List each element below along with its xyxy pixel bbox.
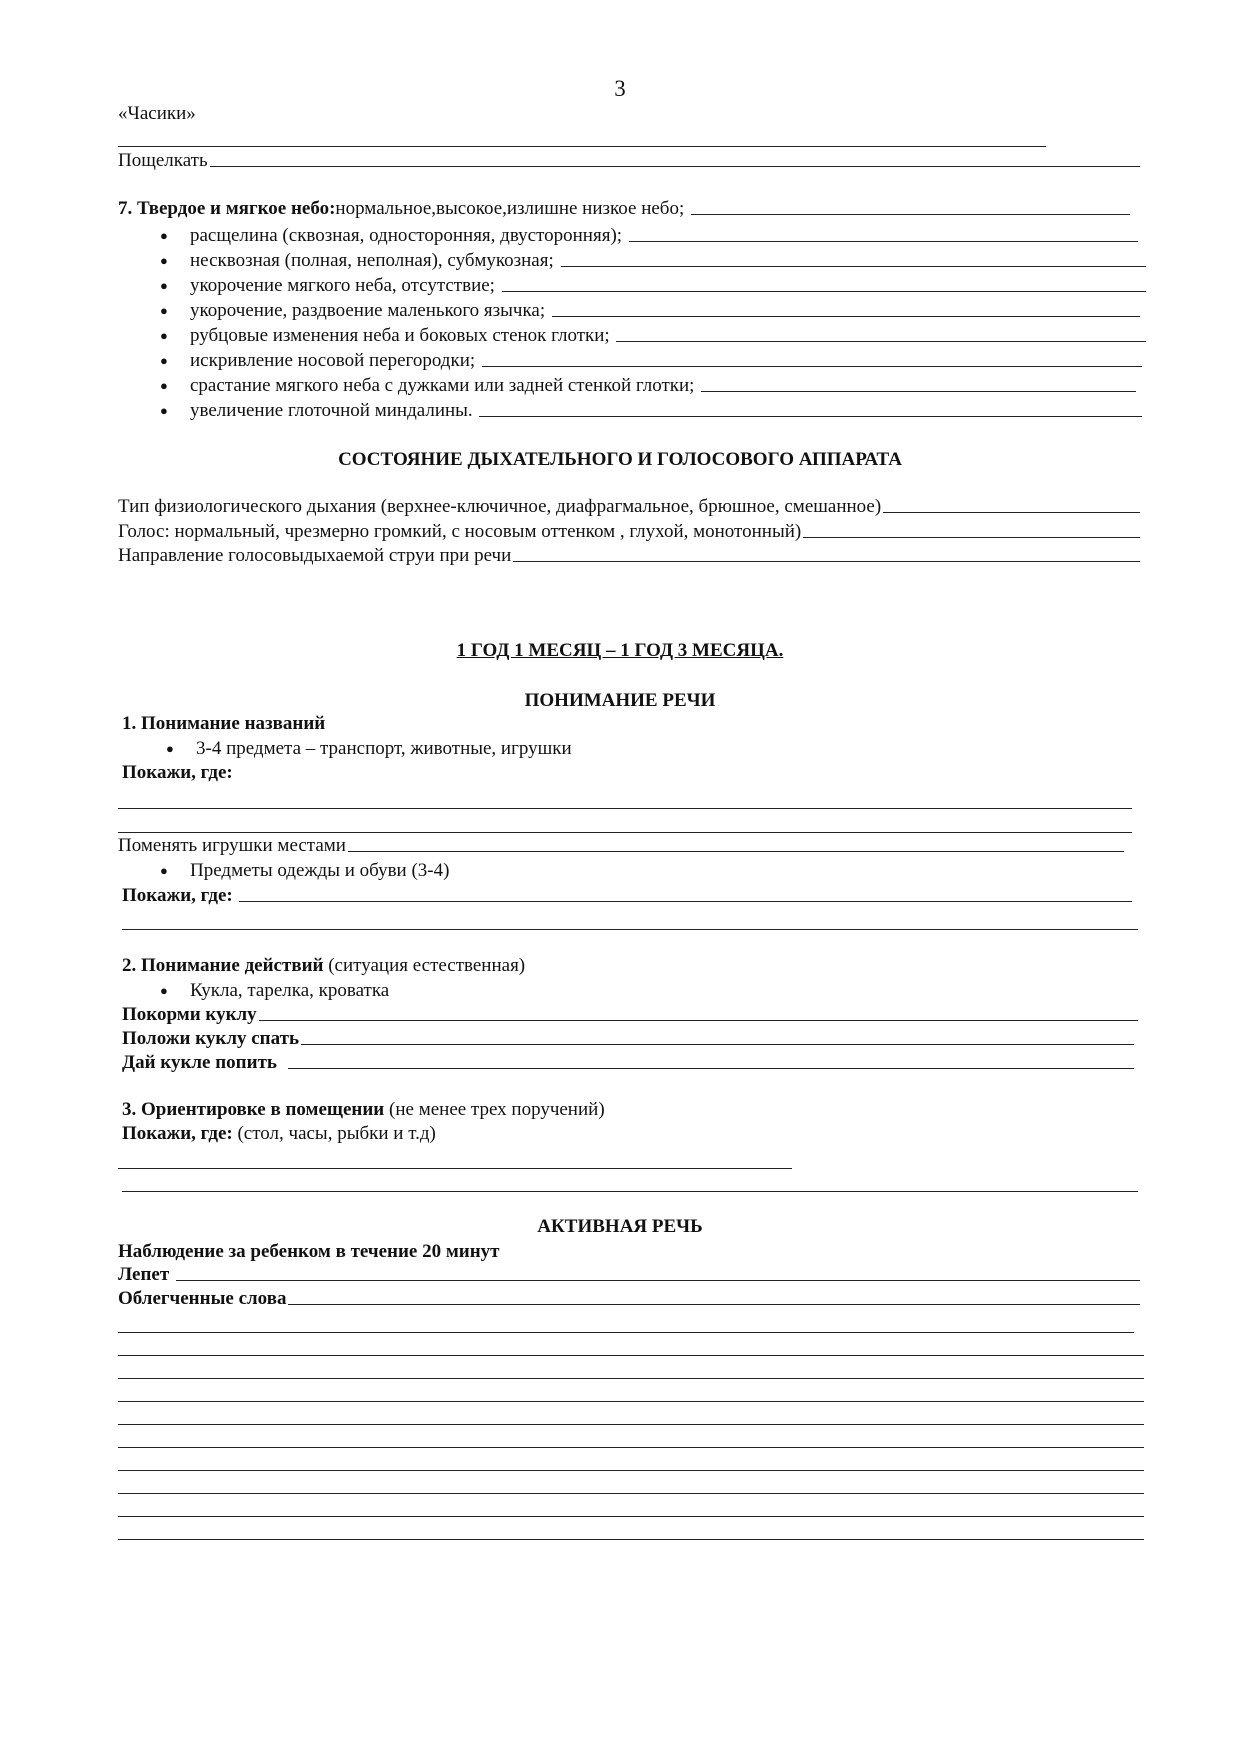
answer-line — [118, 808, 1132, 809]
babble-row: Лепет — [118, 1265, 1140, 1285]
answer-line — [118, 1470, 1144, 1471]
palate-item: укорочение мягкого неба, отсутствие; — [190, 276, 1146, 296]
chasiki-label: «Часики» — [118, 103, 196, 124]
breathing-type-row: Тип физиологического дыхания (верхнее-ключичное, диафрагмальное, брюшное, смешанное) — [118, 497, 1140, 517]
answer-line — [118, 1168, 792, 1169]
swap-row: Поменять игрушки местами — [118, 836, 1124, 856]
answer-line — [118, 146, 1046, 147]
bullet-icon: ● — [160, 353, 168, 368]
breathing-heading: СОСТОЯНИЕ ДЫХАТЕЛЬНОГО И ГОЛОСОВОГО АППАРАТА — [338, 449, 902, 470]
palate-item: укорочение, раздвоение маленького язычка; — [190, 301, 1140, 321]
orientation-show: Покажи, где: (стол, часы, рыбки и т.д) — [122, 1123, 436, 1144]
bullet-icon: ● — [160, 253, 168, 268]
palate-row — [118, 199, 1130, 219]
actions-title: 2. Понимание действий (ситуация естественная) — [122, 955, 526, 976]
comprehension-heading: ПОНИМАНИЕ РЕЧИ — [524, 690, 716, 711]
page-number: 3 — [614, 76, 626, 101]
drink-row: Дай кукле попить — [122, 1053, 1134, 1073]
palate-item: искривление носовой перегородки; — [190, 351, 1142, 371]
palate-item: срастание мягкого неба с дужками или задней стенкой глотки; — [190, 376, 1136, 396]
answer-line — [118, 1424, 1144, 1425]
names-title: 1. Понимание названий — [122, 713, 326, 734]
bullet-icon: ● — [166, 741, 174, 756]
answer-line — [118, 1378, 1144, 1379]
bullet-icon: ● — [160, 378, 168, 393]
age-heading: 1 ГОД 1 МЕСЯЦ – 1 ГОД 3 МЕСЯЦА. — [456, 640, 784, 661]
bullet-icon: ● — [160, 403, 168, 418]
bullet-icon: ● — [160, 303, 168, 318]
bullet-icon: ● — [160, 278, 168, 293]
clothes-item: Предметы одежды и обуви (3-4) — [190, 860, 450, 881]
orientation-title: 3. Ориентировке в помещении (не менее трех поручений) — [122, 1099, 605, 1120]
direction-row: Направление голосовыдыхаемой струи при речи — [118, 546, 1140, 566]
sleep-row: Положи куклу спать — [122, 1029, 1134, 1049]
bullet-icon: ● — [160, 983, 168, 998]
palate-item: несквозная (полная, неполная), субмукозная; — [190, 251, 1146, 271]
answer-line — [118, 1516, 1144, 1517]
show-row: Покажи, где: — [122, 886, 1132, 906]
palate-desc: нормальное,высокое,излишне низкое небо; — [335, 198, 689, 219]
active-speech-heading: АКТИВНАЯ РЕЧЬ — [537, 1216, 703, 1237]
answer-line — [118, 1355, 1144, 1356]
actions-item: Кукла, тарелка, кроватка — [190, 980, 390, 1001]
answer-line — [118, 832, 1132, 833]
answer-line — [118, 1332, 1134, 1333]
names-item: 3-4 предмета – транспорт, животные, игрушки — [196, 738, 572, 759]
bullet-icon: ● — [160, 228, 168, 243]
palate-item: расщелина (сквозная, односторонняя, двусторонняя); — [190, 226, 1138, 246]
answer-line — [118, 1447, 1144, 1448]
answer-line — [122, 929, 1138, 930]
bullet-icon: ● — [160, 863, 168, 878]
answer-line — [118, 1539, 1144, 1540]
observe-label: Наблюдение за ребенком в течение 20 минут — [118, 1241, 500, 1262]
voice-row: Голос: нормальный, чрезмерно громкий, с носовым оттенком , глухой, монотонный) — [118, 522, 1140, 542]
answer-line — [118, 1493, 1144, 1494]
poschelkat-row: Пощелкать — [118, 151, 1140, 171]
palate-item: увеличение глоточной миндалины. — [190, 401, 1142, 421]
bullet-icon: ● — [160, 328, 168, 343]
answer-line — [118, 1401, 1144, 1402]
palate-title: 7. Твердое и мягкое небо: — [118, 198, 336, 219]
simplified-row: Облегченные слова — [118, 1289, 1140, 1309]
feed-row: Покорми куклу — [122, 1005, 1138, 1025]
palate-item: рубцовые изменения неба и боковых стенок глотки; — [190, 326, 1146, 346]
answer-line — [122, 1191, 1138, 1192]
show-label: Покажи, где: — [122, 762, 233, 783]
